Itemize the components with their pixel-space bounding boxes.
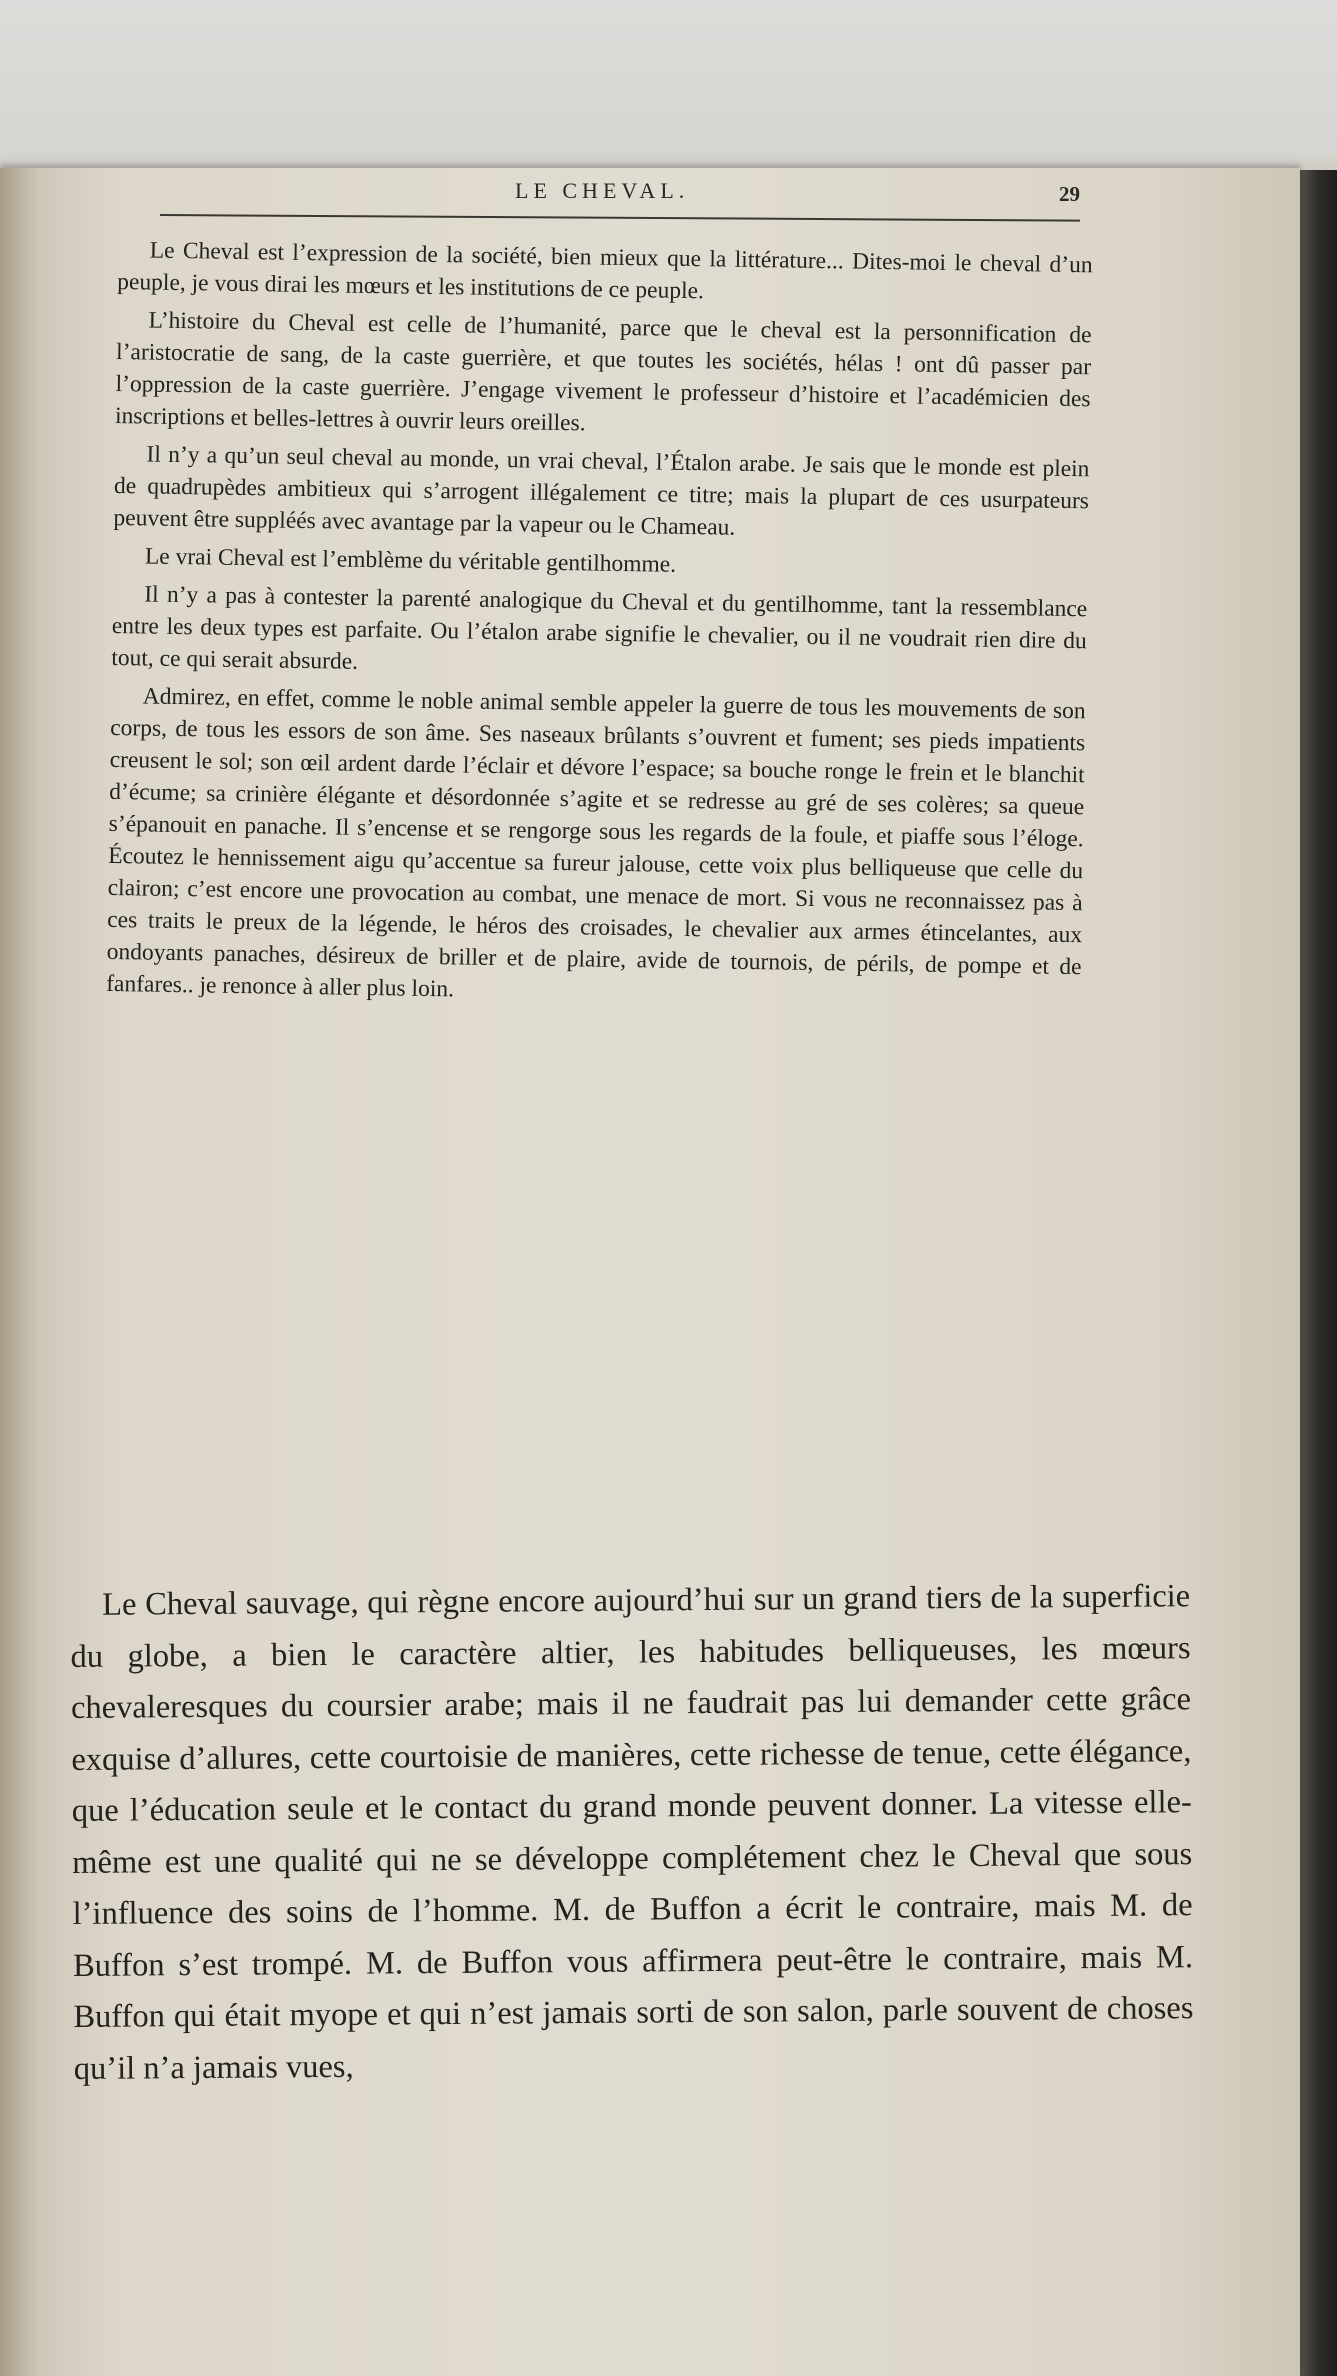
page-header [160,178,1080,218]
paragraph: L’histoire du Cheval est celle de l’humanité, parce que le cheval est la personnification de l’aristocratie de sang, de la caste guerrière, et que toutes les sociétés, hélas ! ont dû passer par l’oppression de la caste guerrière. J’engage vivement le professeur d’histoire et l’académicien des inscriptions et belles-lettres à ouvrir leurs oreilles. [114,307,1092,437]
large-print-block [70,1571,1194,2095]
paragraph: Il n’y a qu’un seul cheval au monde, un vrai cheval, l’Étalon arabe. Je sais que le monde est plein de quadrupèdes ambitieux qui s’arrogent illégalement ce titre; mais la plupart de ces usurpateurs peuvent être suppléés avec avantage par la vapeur ou le Chameau. [113,441,1090,541]
paragraph: Il n’y a pas à contester la parenté analogique du Cheval et du gentilhomme, tant la ressemblance entre les deux types est parfaite. Ou l’étalon arabe signifie le chevalier, ou il ne voudrait rien dire du tout, ce qui serait absurde. [111,581,1088,675]
paragraph: Le vrai Cheval est l’emblème du véritable gentilhomme. [144,543,677,578]
paragraph: Le Cheval sauvage, qui règne encore aujourd’hui sur un grand tiers de la superficie du globe, a bien le caractère altier, les habitudes belliqueuses, les mœurs chevaleresques du coursier arabe; mais il ne faudrait pas lui demander cette grâce exquise d’allures, cette courtoisie de manières, cette richesse de tenue, cette élégance, que l’éducation seule et le contact du grand monde peuvent donner. La vitesse elle-même est une qualité qui ne se développe complétement chez le Cheval que sous l’influence des soins de l’homme. M. de Buffon a écrit le contraire, mais M. de Buffon s’est trompé. M. de Buffon vous affirmera peut-être le contraire, mais M. Buffon qui était myope et qui n’est jamais sorti de son salon, parle souvent de choses qu’il n’a jamais vues, [70,1578,1194,2087]
running-title: LE CHEVAL. [515,178,690,203]
page-number: 29 [1059,182,1080,206]
paragraph: Admirez, en effet, comme le noble animal semble appeler la guerre de tous les mouvements de son corps, de tous les essors de son âme. Ses naseaux brûlants s’ouvrent et fument; ses pieds impatients creusent le sol; son œil ardent darde l’éclair et dévore l’espace; sa bouche ronge le frein et le blanchit d’écume; sa crinière élégante et désordonnée s’agite et se redresse au gré de ses colères; sa queue s’épanouit en panache. Il s’encense et se rengorge sous les regards de la foule, et piaffe sous l’éloge. Écoutez le hennissement aigu qu’accentue sa fureur jalouse, cette voix plus belliqueuse que celle du clairon; c’est encore une provocation au combat, une menace de mort. Si vous ne reconnaissez pas à ces traits le preux de la légende, le héros des croisades, le chevalier aux armes étincelantes, aux ondoyants panaches, désireux de briller et de plaire, avide de tournois, de périls, de pompe et de fanfares.. je renonce à aller plus loin. [106,683,1086,1003]
paragraph: Le Cheval est l’expression de la société, bien mieux que la littérature... Dites-moi le cheval d’un peuple, je vous dirai les mœurs et les institutions de ce peuple. [117,237,1093,305]
small-print-block [106,234,1093,1021]
